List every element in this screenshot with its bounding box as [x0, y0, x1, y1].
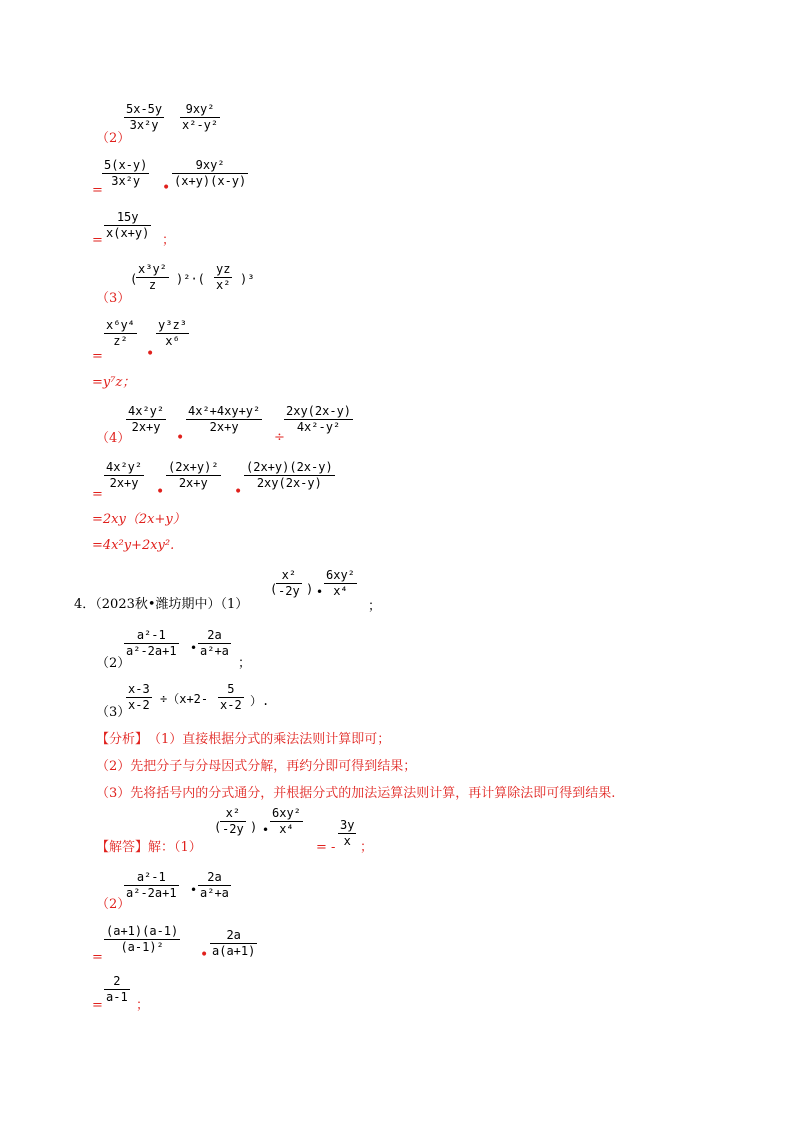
fraction: $\frac{2xy(2x-y)}{\text{4x²-y²}}$ — [286, 404, 352, 434]
fraction: $\frac{\text{y³z³}}{\text{x⁶}}$ — [158, 318, 187, 348]
multiply-dot: • — [176, 430, 185, 446]
fraction: $\frac{2}{a-1}$ — [106, 974, 128, 1004]
fraction: $\frac{x-3}{x-2}$ — [128, 682, 150, 712]
equals-sign: = — [92, 183, 103, 198]
fraction: $\frac{\text{4x²y²}}{2x+y}$ — [106, 460, 143, 490]
semicolon: ； — [238, 656, 252, 671]
analysis-line: （1）直接根据分式的乘法法则计算即可； — [148, 732, 391, 747]
close-paren: ) — [250, 820, 258, 834]
result-line: =4x²y+2xy². — [92, 538, 175, 553]
part-4-label: （4） — [96, 431, 131, 446]
analysis-line: （2）先把分子与分母因式分解，再约分即可得到结果； — [96, 759, 417, 774]
multiply-dot: • — [234, 484, 243, 500]
fraction: $\frac{3y}{x}$ — [340, 818, 355, 848]
fraction: $\frac{\text{4x²y²}}{2x+y}$ — [128, 404, 165, 434]
fraction: $\frac{\text{a²-1}}{\text{a²-2a+1}}$ — [126, 628, 177, 658]
fraction: $\frac{\text{x⁶y⁴}}{\text{z²}}$ — [106, 318, 135, 348]
multiply-dot: • — [190, 641, 198, 655]
divide-sign: ÷ — [274, 430, 285, 445]
solution-jie: 解：（1） — [148, 840, 202, 855]
multiply-dot: • — [316, 585, 324, 599]
multiply-dot: • — [162, 180, 171, 196]
fraction: $\frac{\text{9xy²}}{(x+y)(x-y)}$ — [174, 158, 247, 188]
power-operator: )²·( — [176, 272, 205, 286]
semicolon: ； — [136, 998, 150, 1013]
fraction: $\frac{\text{4x²+4xy+y²}}{2x+y}$ — [188, 404, 261, 434]
q4-part-2-label: （2） — [96, 656, 131, 671]
close-paren: ) — [306, 582, 314, 596]
multiply-dot: • — [190, 883, 198, 897]
equals-minus: = - — [316, 840, 336, 855]
fraction: $\frac{\text{x²}}{-2y}$ — [278, 568, 300, 598]
fraction: $\frac{(a+1)(a-1)}{\text{(a-1)²}}$ — [106, 924, 179, 954]
open-paren: ( — [270, 582, 278, 596]
q4-part-3-label: （3） — [96, 705, 131, 720]
multiply-dot: • — [146, 346, 155, 362]
fraction: $\frac{yz}{\text{x²}}$ — [216, 262, 231, 292]
analysis-tag: 【分析】 — [96, 732, 149, 747]
fraction: $\frac{\text{9xy²}}{\text{x²-y²}}$ — [182, 102, 219, 132]
fraction: $\frac{(2x+y)(2x-y)}{2xy(2x-y)}$ — [246, 460, 333, 490]
multiply-dot: • — [200, 947, 209, 963]
multiply-dot: • — [156, 484, 165, 500]
fraction: $\frac{\text{6xy²}}{\text{x⁴}}$ — [272, 806, 301, 836]
fraction: $\frac{\text{x²}}{-2y}$ — [222, 806, 244, 836]
open-paren: ( — [214, 820, 222, 834]
part-2-label: （2） — [96, 131, 131, 146]
division-expression: ÷（x+2- — [160, 692, 209, 706]
fraction: $\frac{2a}{a(a+1)}$ — [212, 928, 256, 958]
fraction: $\frac{\text{6xy²}}{\text{x⁴}}$ — [326, 568, 355, 598]
semicolon: ； — [368, 599, 382, 614]
equals-sign: = — [92, 233, 103, 248]
equals-sign: = — [92, 998, 103, 1013]
fraction: $\frac{\text{(2x+y)²}}{2x+y}$ — [168, 460, 219, 490]
equals-sign: = — [92, 487, 103, 502]
fraction: $\frac{\text{x³y²}}{z}$ — [138, 262, 167, 292]
fraction: $\frac{\text{a²-1}}{\text{a²-2a+1}}$ — [126, 870, 177, 900]
result-line: =y⁷z； — [92, 375, 136, 390]
analysis-line: （3）先将括号内的分式通分，并根据分式的加法运算法则计算，再计算除法即可得到结果. — [96, 786, 616, 801]
fraction: $\frac{5(x-y)}{\text{3x²y}}$ — [104, 158, 148, 188]
equals-sign: = — [92, 349, 103, 364]
semicolon: ； — [162, 233, 176, 248]
fraction: $\frac{5x-5y}{\text{3x²y}}$ — [126, 102, 163, 132]
close-expression: ）. — [250, 694, 270, 708]
solution-tag: 【解答】 — [96, 840, 149, 855]
power-operator: )³ — [240, 272, 255, 286]
fraction: $\frac{2a}{\text{a²+a}}$ — [200, 870, 229, 900]
fraction: $\frac{15y}{x(x+y)}$ — [106, 210, 150, 240]
part-3-label: （3） — [96, 291, 131, 306]
semicolon: ； — [360, 840, 374, 855]
multiply-dot: • — [262, 823, 270, 837]
solution-part-2-label: （2） — [96, 897, 131, 912]
result-line: =2xy（2x+y） — [92, 512, 186, 527]
equals-sign: = — [92, 950, 103, 965]
fraction: $\frac{5}{x-2}$ — [220, 682, 242, 712]
fraction: $\frac{2a}{\text{a²+a}}$ — [200, 628, 229, 658]
open-paren: ( — [130, 272, 138, 286]
question-4-intro: 4．（2023秋•潍坊期中）（1） — [74, 597, 249, 612]
